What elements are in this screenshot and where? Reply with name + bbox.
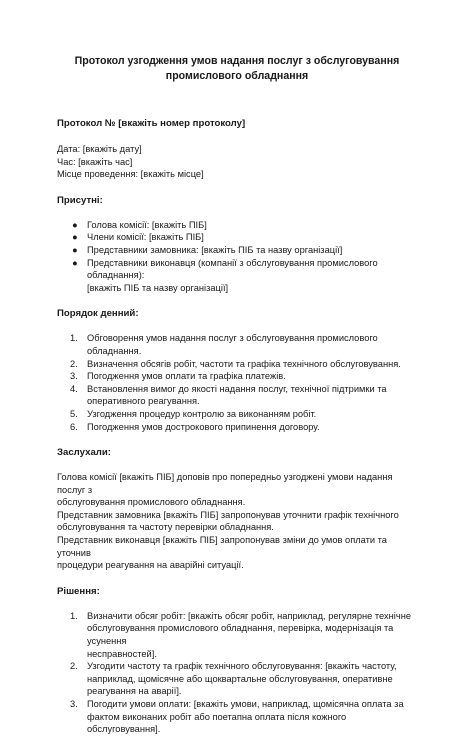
title-line-1: Протокол узгодження умов надання послуг з обслуговування (74, 55, 400, 67)
present-list (57, 219, 417, 295)
list-item: 2. Визначення обсягів робіт, частоти та графіка технічного обслуговування. (70, 358, 401, 369)
bullet-icon: ● (72, 232, 78, 243)
heard-text: Голова комісії [вкажіть ПІБ] доповів про попередньо узгоджені умови надання послуг з обслуговування промислового обладнання. Представник замовника [вкажіть ПІБ] запропонував уточнити графік технічного обслуговування та частоту перевірки обладнання. Представник виконавця [вкажіть ПІБ] запропонував зміни до умов оплати та уточнив процедури реагування на аварійні ситуації. (57, 472, 399, 571)
list-item: 5. Узгодження процедур контролю за виконанням робіт. (70, 408, 317, 419)
list-item: ● Голова комісії: [вкажіть ПІБ] (72, 219, 207, 230)
list-item: ● Представники замовника: [вкажіть ПІБ та назву організації] (72, 244, 343, 255)
list-item: ● Представники виконавця (компанії з обслуговування промислового обладнання): [вкажіть ПІБ та назву організації] (72, 257, 378, 293)
meta-place: Місце проведення: [вкажіть місце] (57, 169, 204, 180)
protocol-number: Протокол № [вкажіть номер протоколу] (57, 118, 246, 129)
list-item: 2. Узгодити частоту та графік технічного обслуговування: [вкажіть частоту, наприклад, щомісячне або щоквартальне обслуговування, оперативне реагування на аварії]. (70, 661, 397, 697)
list-item: 1. Визначити обсяг робіт: [вкажіть обсяг робіт, наприклад, регулярне технічне обслуговування промислового обладнання, перевірка, модернізація та усунення несправностей]. (70, 610, 412, 659)
list-item: 3. Погодити умови оплати: [вкажіть умови, наприклад, щомісячна оплата за фактом виконаних робіт або поетапна оплата після кожного обслуговування]. (70, 699, 404, 735)
document-title (57, 54, 417, 84)
bullet-icon: ● (72, 219, 78, 230)
bullet-icon: ● (72, 244, 78, 255)
title-line-2: промислового обладнання (165, 70, 309, 82)
heard-heading: Заслухали: (57, 447, 111, 459)
meta-time: Час: [вкажіть час] (57, 156, 133, 167)
list-item: 1. Обговорення умов надання послуг з обслуговування промислового обладнання. (70, 333, 378, 356)
list-item: 6. Погодження умов дострокового припинення договору. (70, 421, 320, 432)
present-heading: Присутні: (57, 194, 103, 206)
list-item: 3. Погодження умов оплати та графіка платежів. (70, 371, 286, 382)
list-item: ● Члени комісії: [вкажіть ПІБ] (72, 232, 204, 243)
list-item: 4. Встановлення вимог до якості надання послуг, технічної підтримки та оперативного реагування. (70, 383, 387, 407)
bullet-icon: ● (72, 257, 78, 268)
decisions-list (57, 610, 417, 736)
agenda-list (57, 332, 417, 433)
meta-date: Дата: [вкажіть дату] (57, 144, 142, 154)
decisions-heading: Рішення: (57, 585, 100, 597)
agenda-heading: Порядок денний: (57, 308, 139, 320)
